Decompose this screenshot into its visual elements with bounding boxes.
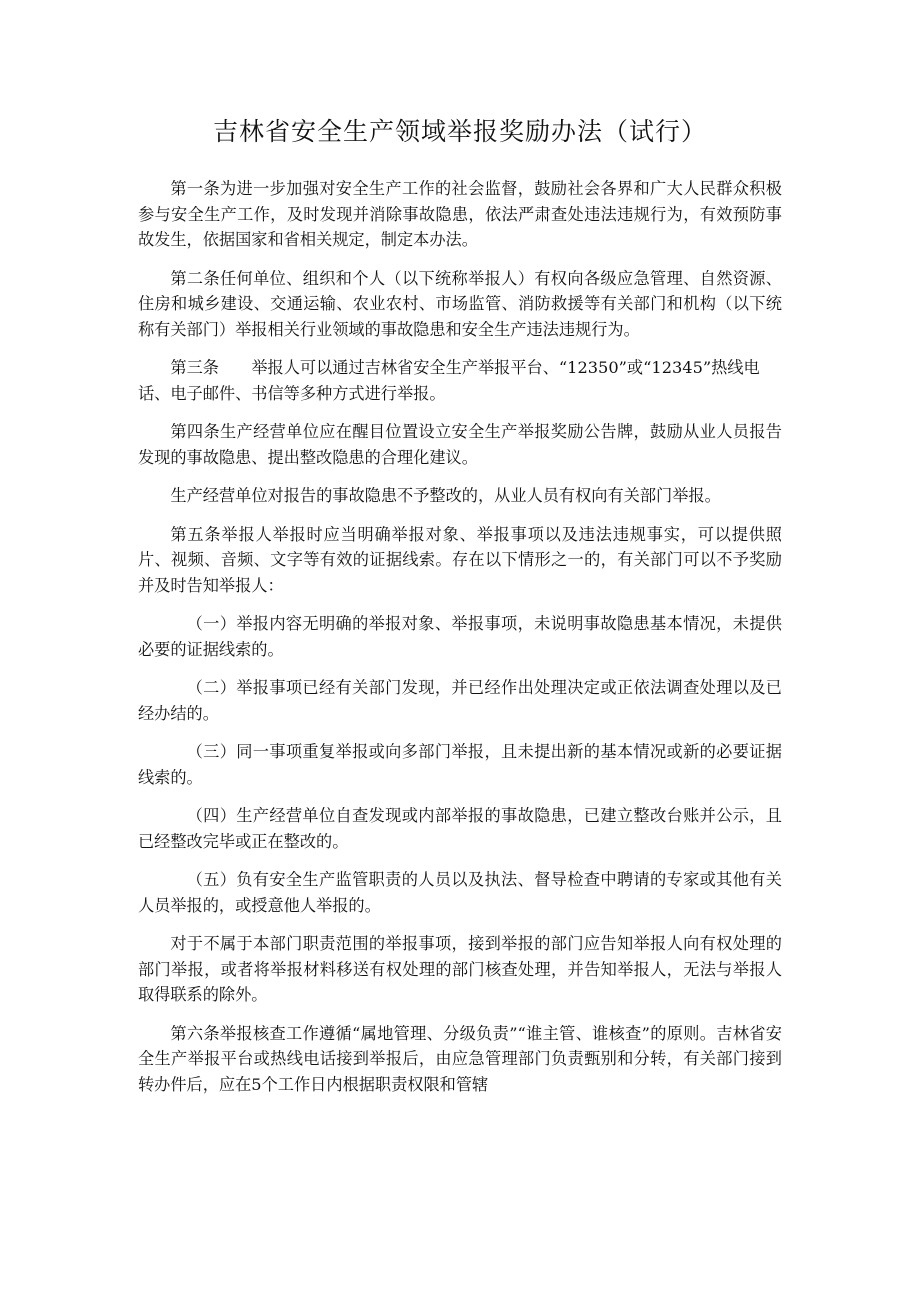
- article-5-closing-paragraph: 对于不属于本部门职责范围的举报事项，接到举报的部门应告知举报人向有权处理的部门举报，或者将举报材料移送有权处理的部门核查处理，并告知举报人，无法与举报人取得联系的除外。: [138, 934, 782, 1004]
- article-5-item-4: （四）生产经营单位自查发现或内部举报的事故隐患，已建立整改台账并公示，且已经整改完毕或正在整改的。: [138, 806, 782, 851]
- document-body: [138, 176, 782, 1110]
- article-4-continuation-paragraph: 生产经营单位对报告的事故隐患不予整改的，从业人员有权向有关部门举报。: [170, 486, 721, 505]
- document-title: 吉林省安全生产领域举报奖励办法（试行）: [212, 117, 707, 146]
- article-4-paragraph: 第四条生产经营单位应在醒目位置设立安全生产举报奖励公告牌，鼓励从业人员报告发现的事故隐患、提出整改隐患的合理化建议。: [138, 422, 782, 467]
- article-5-item-2: （二）举报事项已经有关部门发现，并已经作出处理决定或正依法调查处理以及已经办结的。: [138, 678, 782, 723]
- article-1-paragraph: 第一条为进一步加强对安全生产工作的社会监督，鼓励社会各界和广大人民群众积极参与安全生产工作，及时发现并消除事故隐患，依法严肃查处违法违规行为，有效预防事故发生，依据国家和省相关规定，制定本办法。: [138, 179, 782, 249]
- article-3-paragraph: 第三条 举报人可以通过吉林省安全生产举报平台、“12350”或“12345”热线电话、电子邮件、书信等多种方式进行举报。: [138, 358, 760, 403]
- article-6-paragraph: 第六条举报核查工作遵循“属地管理、分级负责”“谁主管、谁核查”的原则。吉林省安全生产举报平台或热线电话接到举报后，由应急管理部门负责甄别和分转，有关部门接到转办件后，应在5个工作日内根据职责权限和管辖: [138, 1023, 782, 1094]
- article-5-item-3: （三）同一事项重复举报或向多部门举报，且未提出新的基本情况或新的必要证据线索的。: [138, 742, 782, 787]
- article-5-item-5: （五）负有安全生产监管职责的人员以及执法、督导检查中聘请的专家或其他有关人员举报的，或授意他人举报的。: [138, 870, 782, 915]
- article-5-paragraph: 第五条举报人举报时应当明确举报对象、举报事项以及违法违规事实，可以提供照片、视频、音频、文字等有效的证据线索。存在以下情形之一的，有关部门可以不予奖励并及时告知举报人：: [138, 524, 782, 595]
- article-5-item-1: （一）举报内容无明确的举报对象、举报事项，未说明事故隐患基本情况，未提供必要的证据线索的。: [138, 614, 782, 659]
- article-2-paragraph: 第二条任何单位、组织和个人（以下统称举报人）有权向各级应急管理、自然资源、住房和城乡建设、交通运输、农业农村、市场监管、消防救援等有关部门和机构（以下统称有关部门）举报相关行业领域的事故隐患和安全生产违法违规行为。: [138, 268, 782, 339]
